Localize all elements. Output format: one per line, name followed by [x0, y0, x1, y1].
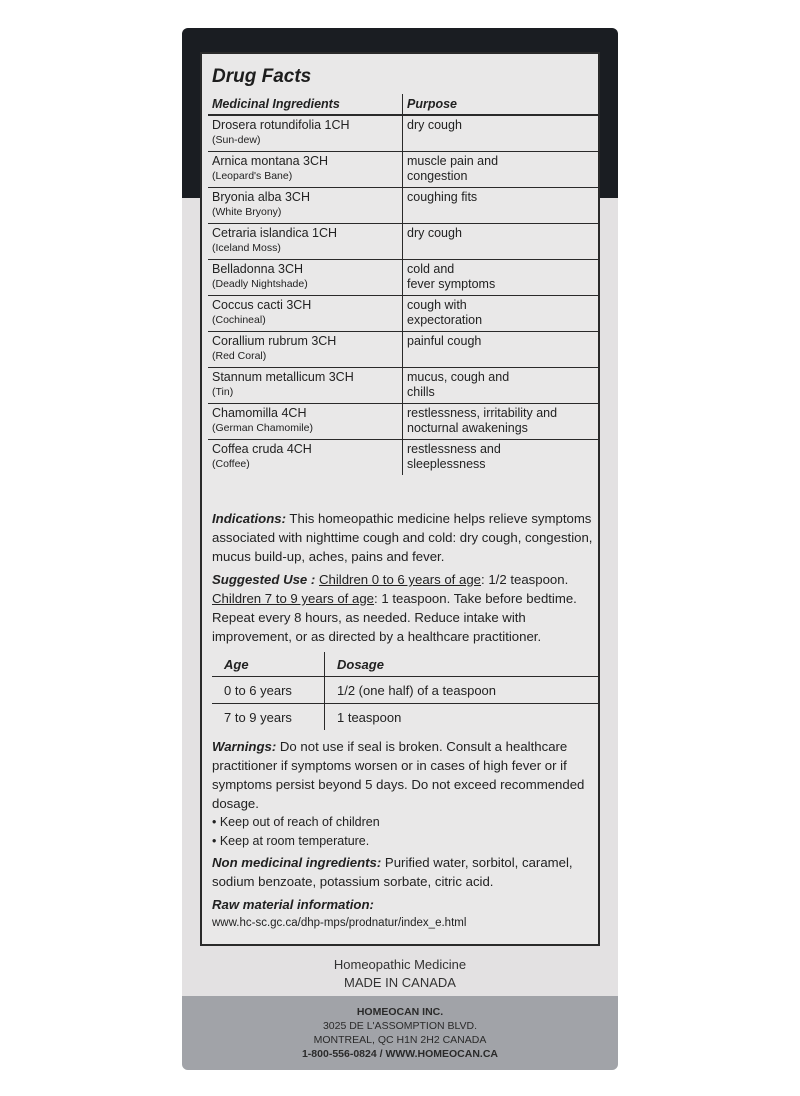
- ingredient-purpose-2: nocturnal awakenings: [407, 420, 528, 435]
- ingredient-purpose: cough with: [407, 297, 467, 312]
- ingredient-purpose: restlessness and: [407, 441, 501, 456]
- warning-bullet-children: • Keep out of reach of children: [212, 815, 380, 829]
- product-type: Homeopathic Medicine: [333, 957, 467, 972]
- ingredient-common-name: (White Bryony): [212, 205, 282, 218]
- age-group-2-text: : 1 teaspoon. Take before bedtime. Repeat every 8 hours, as needed. Reduce intake with improvement, or as directed by a healthcare practitioner.: [212, 591, 577, 644]
- table-row: [208, 295, 598, 331]
- raw-material-paragraph: [212, 895, 596, 933]
- dosage-table: [212, 652, 600, 730]
- table-row: [208, 259, 598, 295]
- ingredient-name: Stannum metallicum 3CH: [212, 369, 354, 384]
- ingredient-common-name: (Deadly Nightshade): [212, 277, 308, 290]
- ingredient-name: Drosera rotundifolia 1CH: [212, 118, 350, 132]
- age-cell: 0 to 6 years: [212, 677, 325, 704]
- company-block: [182, 1005, 618, 1061]
- non-medicinal-label: Non medicinal ingredients:: [212, 855, 382, 870]
- ingredient-common-name: (Cochineal): [212, 313, 266, 326]
- ingredient-purpose: dry cough: [407, 118, 462, 132]
- table-row: [208, 115, 598, 151]
- table-row: [208, 187, 598, 223]
- raw-material-label: Raw material information:: [212, 897, 374, 912]
- company-name: HOMEOCAN INC.: [356, 1006, 444, 1018]
- ingredient-purpose: restlessness, irritability and: [407, 405, 558, 420]
- ingredient-purpose: mucus, cough and: [407, 369, 510, 384]
- ingredient-purpose-2: sleeplessness: [407, 456, 486, 471]
- indications-paragraph: [212, 509, 596, 566]
- table-row: [208, 439, 598, 475]
- table-row: [208, 151, 598, 187]
- company-contact: 1-800-556-0824 / WWW.HOMEOCAN.CA: [301, 1048, 499, 1060]
- ingredient-purpose: dry cough: [407, 225, 462, 240]
- company-address-2: MONTREAL, QC H1N 2H2 CANADA: [313, 1034, 487, 1046]
- ingredient-common-name: (Iceland Moss): [212, 241, 281, 254]
- table-row: [212, 704, 600, 731]
- ingredient-purpose: muscle pain and: [407, 153, 499, 168]
- ingredient-name: Chamomilla 4CH: [212, 405, 307, 420]
- warnings-label: Warnings:: [212, 739, 277, 754]
- indications-label: Indications:: [212, 511, 286, 526]
- col-ingredients-header: Medicinal Ingredients: [208, 94, 403, 115]
- ingredient-name: Bryonia alba 3CH: [212, 189, 310, 204]
- ingredient-purpose: painful cough: [407, 333, 482, 348]
- table-row: [208, 331, 598, 367]
- col-age-header: Age: [212, 652, 325, 677]
- ingredients-table: [208, 94, 598, 475]
- ingredient-purpose-2: congestion: [407, 168, 468, 183]
- warnings-text: Do not use if seal is broken. Consult a healthcare practitioner if symptoms worsen or in cases of high fever or if symptoms persist beyond 5 days. Do not exceed recommended dosage.: [212, 739, 585, 811]
- ingredient-purpose-2: fever symptoms: [407, 276, 496, 291]
- ingredient-common-name: (Red Coral): [212, 349, 267, 362]
- warning-bullet-temperature: • Keep at room temperature.: [212, 834, 370, 848]
- ingredient-purpose-2: chills: [407, 384, 435, 399]
- warnings-paragraph: [212, 737, 596, 851]
- ingredient-common-name: (German Chamomile): [212, 421, 313, 434]
- made-in: MADE IN CANADA: [344, 975, 456, 990]
- col-purpose-header: Purpose: [403, 94, 599, 115]
- ingredient-common-name: (Sun-dew): [212, 134, 261, 146]
- company-address-1: 3025 DE L'ASSOMPTION BLVD.: [322, 1020, 478, 1032]
- ingredient-name: Coccus cacti 3CH: [212, 297, 312, 312]
- table-row: [212, 677, 600, 704]
- indications-text: This homeopathic medicine helps relieve symptoms associated with nighttime cough and cold: dry cough, congestion, mucus build-up, aches, pains and fever.: [212, 511, 593, 564]
- drug-facts-title: Drug Facts: [212, 66, 312, 87]
- age-cell: 7 to 9 years: [212, 704, 325, 731]
- dosage-cell: 1 teaspoon: [337, 709, 402, 725]
- non-medicinal-text: Purified water, sorbitol, caramel, sodium benzoate, potassium sorbate, citric acid.: [212, 855, 573, 889]
- ingredient-name: Belladonna 3CH: [212, 261, 304, 276]
- age-group-1: Children 0 to 6 years of age: [319, 572, 482, 587]
- ingredient-purpose: coughing fits: [407, 189, 478, 204]
- dosage-cell: 1/2 (one half) of a teaspoon: [325, 677, 601, 704]
- ingredient-purpose-2: expectoration: [407, 312, 483, 327]
- ingredient-common-name: (Coffee): [212, 457, 250, 470]
- ingredient-common-name: (Leopard's Bane): [212, 169, 293, 182]
- ingredient-purpose: cold and: [407, 261, 455, 276]
- table-row: [208, 223, 598, 259]
- ingredient-name: Coffea cruda 4CH: [212, 441, 312, 456]
- ingredient-name: Corallium rubrum 3CH: [212, 333, 337, 348]
- non-medicinal-paragraph: [212, 853, 596, 891]
- table-row: [208, 367, 598, 403]
- age-group-2: Children 7 to 9 years of age: [212, 591, 375, 606]
- origin-block: [182, 956, 618, 992]
- ingredient-name: Arnica montana 3CH: [212, 153, 329, 168]
- suggested-use-label: Suggested Use :: [212, 572, 316, 587]
- col-dosage-header: Dosage: [325, 652, 601, 677]
- raw-material-url: www.hc-sc.gc.ca/dhp-mps/prodnatur/index_e.html: [212, 917, 467, 929]
- ingredient-name: Cetraria islandica 1CH: [212, 225, 338, 240]
- ingredient-common-name: (Tin): [212, 385, 234, 398]
- age-group-1-text: : 1/2 teaspoon.: [481, 572, 569, 587]
- table-row: [208, 403, 598, 439]
- suggested-use-paragraph: [212, 570, 596, 646]
